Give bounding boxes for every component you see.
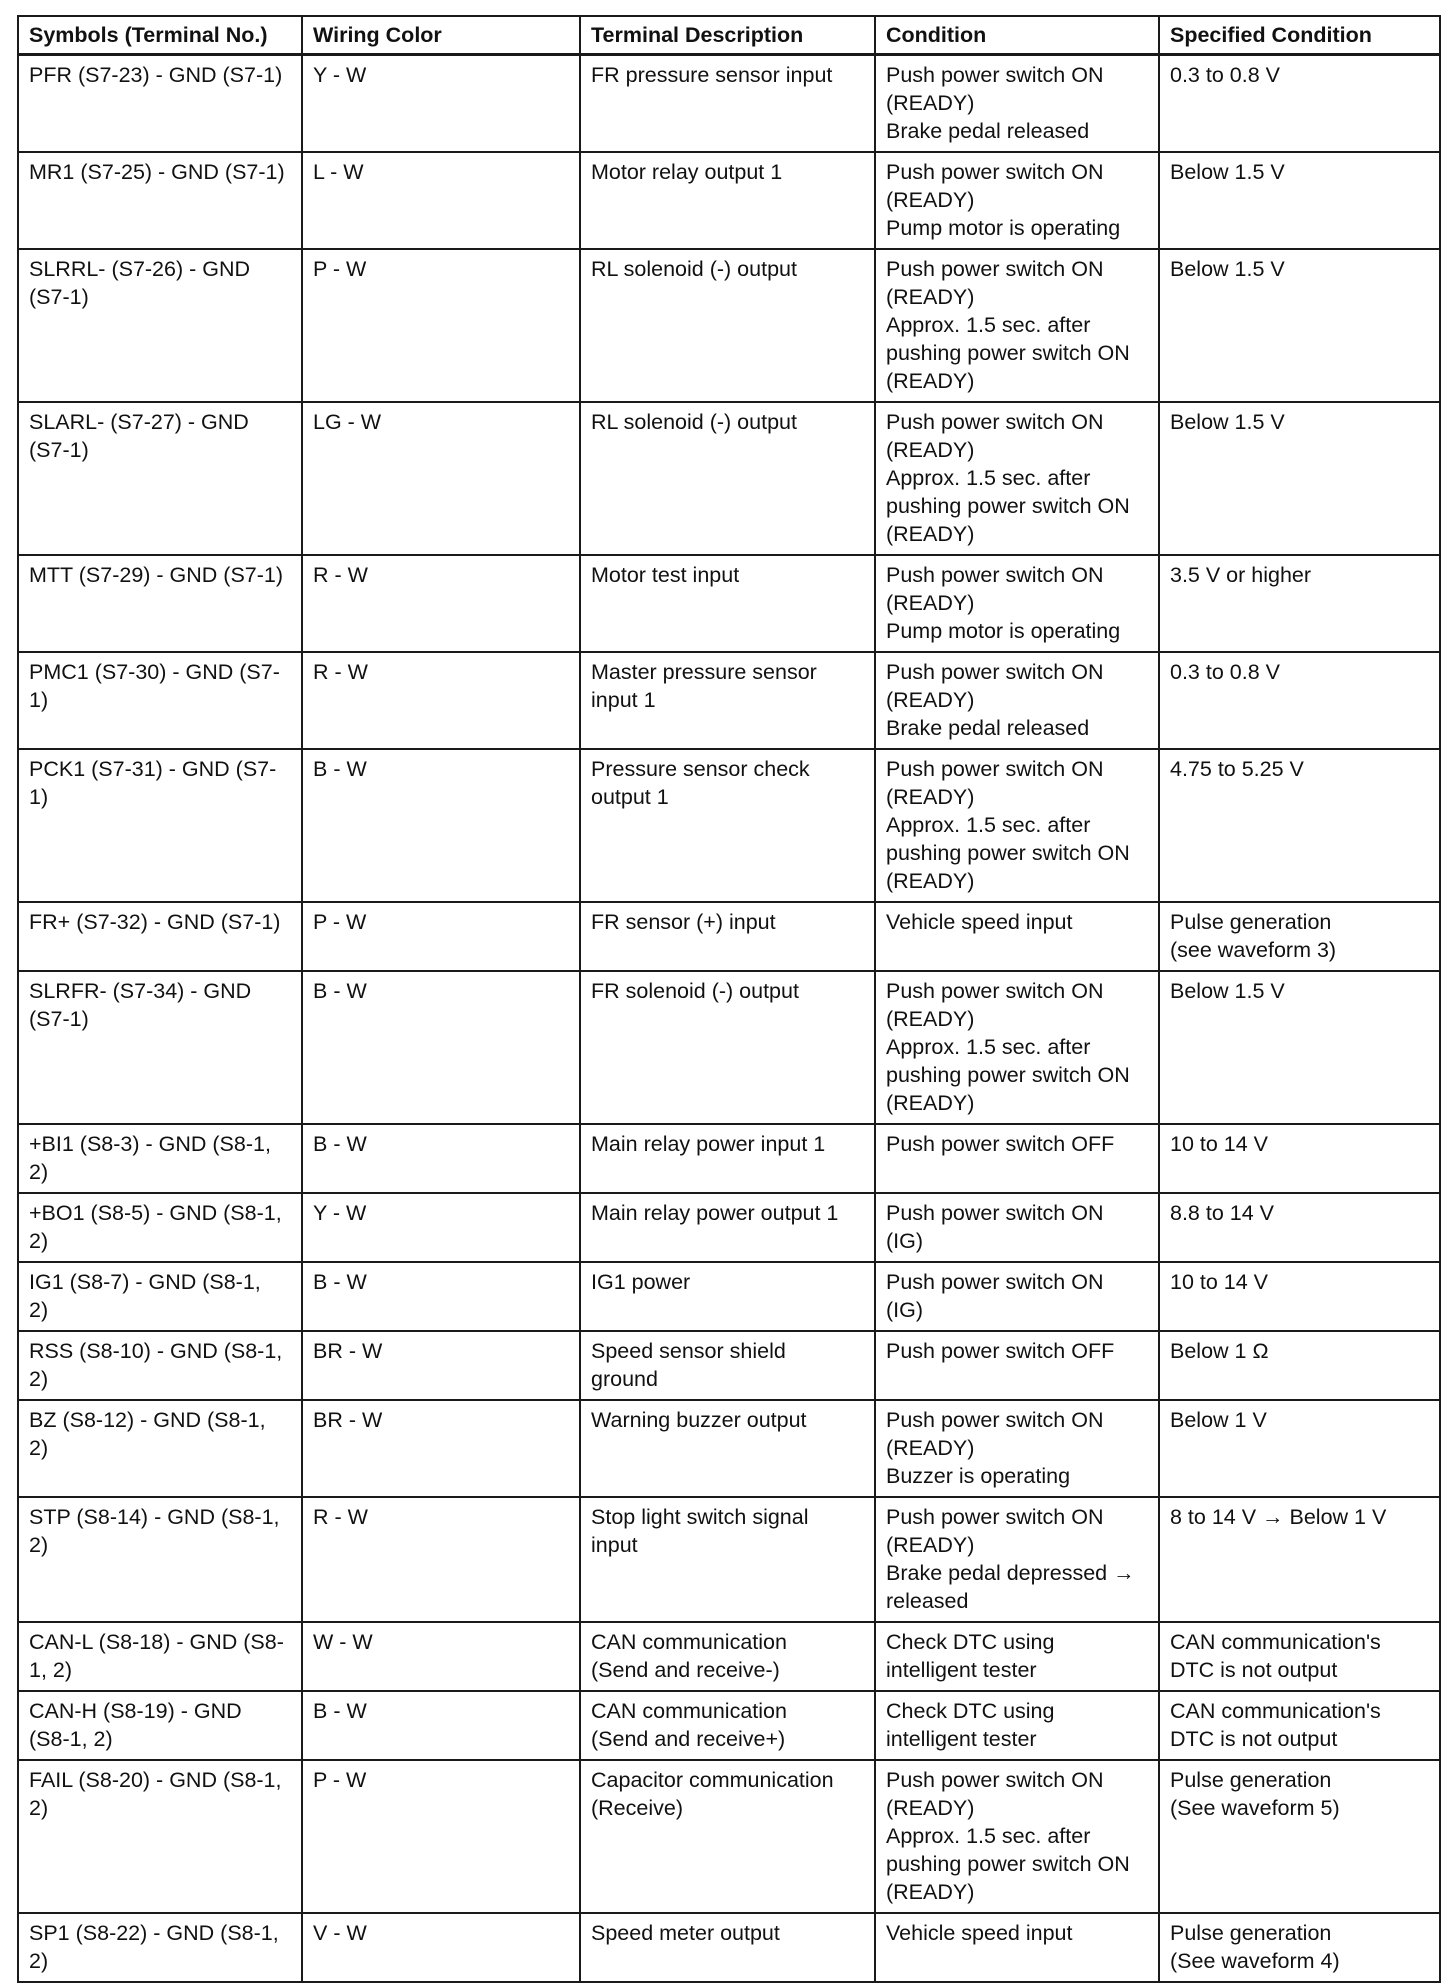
cell-specified-condition: 4.75 to 5.25 V: [1159, 749, 1440, 902]
cell-symbols: PMC1 (S7-30) - GND (S7- 1): [18, 652, 302, 749]
table-row: [18, 402, 1440, 555]
cell-wiring-color: P - W: [302, 1760, 580, 1913]
cell-terminal-description: FR sensor (+) input: [580, 902, 875, 971]
cell-wiring-color: V - W: [302, 1913, 580, 1982]
cell-condition: Push power switch ON (READY) Approx. 1.5 sec. after pushing power switch ON (READY): [875, 1760, 1159, 1913]
cell-condition: Push power switch ON (READY) Brake pedal released: [875, 652, 1159, 749]
cell-condition: Push power switch OFF: [875, 1124, 1159, 1193]
cell-symbols: SP1 (S8-22) - GND (S8-1, 2): [18, 1913, 302, 1982]
header-specified-condition: Specified Condition: [1159, 16, 1440, 55]
table-row: [18, 555, 1440, 652]
cell-symbols: MTT (S7-29) - GND (S7-1): [18, 555, 302, 652]
table-row: [18, 249, 1440, 402]
cell-wiring-color: BR - W: [302, 1400, 580, 1497]
cell-wiring-color: L - W: [302, 152, 580, 249]
cell-wiring-color: B - W: [302, 1691, 580, 1760]
cell-symbols: SLRFR- (S7-34) - GND (S7-1): [18, 971, 302, 1124]
cell-specified-condition: Pulse generation (See waveform 4): [1159, 1913, 1440, 1982]
cell-terminal-description: Warning buzzer output: [580, 1400, 875, 1497]
cell-specified-condition: 0.3 to 0.8 V: [1159, 652, 1440, 749]
table-row: [18, 1760, 1440, 1913]
cell-wiring-color: W - W: [302, 1622, 580, 1691]
cell-wiring-color: Y - W: [302, 1193, 580, 1262]
table-row: [18, 971, 1440, 1124]
cell-condition: Push power switch ON (READY) Brake pedal depressed → released: [875, 1497, 1159, 1622]
cell-terminal-description: Main relay power input 1: [580, 1124, 875, 1193]
cell-condition: Vehicle speed input: [875, 902, 1159, 971]
cell-terminal-description: Stop light switch signal input: [580, 1497, 875, 1622]
cell-wiring-color: LG - W: [302, 402, 580, 555]
cell-terminal-description: FR solenoid (-) output: [580, 971, 875, 1124]
table-row: [18, 152, 1440, 249]
cell-terminal-description: Pressure sensor check output 1: [580, 749, 875, 902]
cell-symbols: MR1 (S7-25) - GND (S7-1): [18, 152, 302, 249]
cell-wiring-color: B - W: [302, 749, 580, 902]
cell-symbols: BZ (S8-12) - GND (S8-1, 2): [18, 1400, 302, 1497]
table-row: [18, 1124, 1440, 1193]
cell-condition: Push power switch ON (READY) Buzzer is operating: [875, 1400, 1159, 1497]
cell-condition: Vehicle speed input: [875, 1913, 1159, 1982]
cell-condition: Push power switch ON (READY) Approx. 1.5 sec. after pushing power switch ON (READY): [875, 249, 1159, 402]
header-wiring-color: Wiring Color: [302, 16, 580, 55]
cell-specified-condition: Pulse generation (see waveform 3): [1159, 902, 1440, 971]
cell-terminal-description: CAN communication (Send and receive+): [580, 1691, 875, 1760]
cell-terminal-description: Motor relay output 1: [580, 152, 875, 249]
cell-symbols: SLARL- (S7-27) - GND (S7-1): [18, 402, 302, 555]
cell-condition: Push power switch ON (READY) Brake pedal released: [875, 55, 1159, 153]
table-row: [18, 1497, 1440, 1622]
cell-terminal-description: Motor test input: [580, 555, 875, 652]
cell-symbols: +BI1 (S8-3) - GND (S8-1, 2): [18, 1124, 302, 1193]
cell-symbols: RSS (S8-10) - GND (S8-1, 2): [18, 1331, 302, 1400]
cell-symbols: SLRRL- (S7-26) - GND (S7-1): [18, 249, 302, 402]
cell-wiring-color: R - W: [302, 555, 580, 652]
cell-condition: Push power switch ON (READY) Approx. 1.5 sec. after pushing power switch ON (READY): [875, 971, 1159, 1124]
table-header-row: [18, 16, 1440, 55]
table-row: [18, 1400, 1440, 1497]
cell-specified-condition: CAN communication's DTC is not output: [1159, 1691, 1440, 1760]
cell-terminal-description: Speed meter output: [580, 1913, 875, 1982]
cell-wiring-color: R - W: [302, 1497, 580, 1622]
cell-specified-condition: 8.8 to 14 V: [1159, 1193, 1440, 1262]
terminal-spec-table-container: [17, 15, 1439, 1983]
header-terminal-description: Terminal Description: [580, 16, 875, 55]
table-row: [18, 1913, 1440, 1982]
table-row: [18, 1331, 1440, 1400]
table-row: [18, 902, 1440, 971]
cell-wiring-color: B - W: [302, 1262, 580, 1331]
cell-condition: Push power switch ON (READY) Approx. 1.5 sec. after pushing power switch ON (READY): [875, 749, 1159, 902]
cell-specified-condition: Below 1.5 V: [1159, 249, 1440, 402]
cell-specified-condition: 10 to 14 V: [1159, 1124, 1440, 1193]
cell-condition: Push power switch ON (READY) Approx. 1.5 sec. after pushing power switch ON (READY): [875, 402, 1159, 555]
cell-condition: Check DTC using intelligent tester: [875, 1622, 1159, 1691]
cell-specified-condition: 0.3 to 0.8 V: [1159, 55, 1440, 153]
cell-wiring-color: R - W: [302, 652, 580, 749]
cell-specified-condition: Pulse generation (See waveform 5): [1159, 1760, 1440, 1913]
cell-specified-condition: CAN communication's DTC is not output: [1159, 1622, 1440, 1691]
table-row: [18, 55, 1440, 153]
cell-symbols: CAN-L (S8-18) - GND (S8- 1, 2): [18, 1622, 302, 1691]
cell-wiring-color: P - W: [302, 902, 580, 971]
cell-condition: Check DTC using intelligent tester: [875, 1691, 1159, 1760]
cell-wiring-color: Y - W: [302, 55, 580, 153]
cell-wiring-color: B - W: [302, 971, 580, 1124]
cell-condition: Push power switch ON (READY) Pump motor is operating: [875, 555, 1159, 652]
cell-symbols: PFR (S7-23) - GND (S7-1): [18, 55, 302, 153]
cell-specified-condition: 10 to 14 V: [1159, 1262, 1440, 1331]
table-row: [18, 1622, 1440, 1691]
cell-specified-condition: 3.5 V or higher: [1159, 555, 1440, 652]
table-row: [18, 652, 1440, 749]
cell-symbols: FR+ (S7-32) - GND (S7-1): [18, 902, 302, 971]
table-row: [18, 1691, 1440, 1760]
cell-condition: Push power switch ON (IG): [875, 1262, 1159, 1331]
cell-terminal-description: Speed sensor shield ground: [580, 1331, 875, 1400]
header-symbols: Symbols (Terminal No.): [18, 16, 302, 55]
cell-terminal-description: Capacitor communication (Receive): [580, 1760, 875, 1913]
cell-specified-condition: Below 1.5 V: [1159, 402, 1440, 555]
cell-condition: Push power switch ON (IG): [875, 1193, 1159, 1262]
cell-wiring-color: B - W: [302, 1124, 580, 1193]
cell-terminal-description: CAN communication (Send and receive-): [580, 1622, 875, 1691]
cell-condition: Push power switch OFF: [875, 1331, 1159, 1400]
table-row: [18, 749, 1440, 902]
cell-terminal-description: IG1 power: [580, 1262, 875, 1331]
cell-specified-condition: Below 1.5 V: [1159, 152, 1440, 249]
cell-specified-condition: Below 1 Ω: [1159, 1331, 1440, 1400]
header-condition: Condition: [875, 16, 1159, 55]
cell-symbols: FAIL (S8-20) - GND (S8-1, 2): [18, 1760, 302, 1913]
cell-condition: Push power switch ON (READY) Pump motor is operating: [875, 152, 1159, 249]
cell-symbols: IG1 (S8-7) - GND (S8-1, 2): [18, 1262, 302, 1331]
terminal-spec-table: [17, 15, 1441, 1983]
cell-wiring-color: P - W: [302, 249, 580, 402]
cell-specified-condition: 8 to 14 V → Below 1 V: [1159, 1497, 1440, 1622]
cell-terminal-description: Master pressure sensor input 1: [580, 652, 875, 749]
cell-symbols: STP (S8-14) - GND (S8-1, 2): [18, 1497, 302, 1622]
cell-terminal-description: RL solenoid (-) output: [580, 249, 875, 402]
cell-symbols: CAN-H (S8-19) - GND (S8-1, 2): [18, 1691, 302, 1760]
cell-terminal-description: Main relay power output 1: [580, 1193, 875, 1262]
cell-terminal-description: RL solenoid (-) output: [580, 402, 875, 555]
cell-symbols: PCK1 (S7-31) - GND (S7- 1): [18, 749, 302, 902]
cell-terminal-description: FR pressure sensor input: [580, 55, 875, 153]
table-body: [18, 55, 1440, 1983]
cell-specified-condition: Below 1 V: [1159, 1400, 1440, 1497]
cell-wiring-color: BR - W: [302, 1331, 580, 1400]
table-row: [18, 1193, 1440, 1262]
table-row: [18, 1262, 1440, 1331]
cell-symbols: +BO1 (S8-5) - GND (S8-1, 2): [18, 1193, 302, 1262]
cell-specified-condition: Below 1.5 V: [1159, 971, 1440, 1124]
